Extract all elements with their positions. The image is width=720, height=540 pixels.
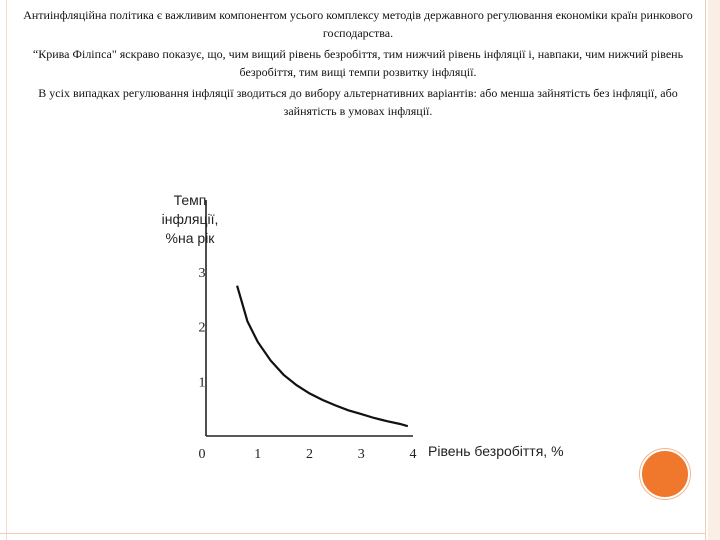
x-axis-title: Рівень безробіття, % bbox=[428, 443, 564, 459]
x-tick-label: 3 bbox=[357, 447, 365, 462]
x-tick-label: 4 bbox=[409, 447, 417, 462]
y-tick-labels bbox=[199, 266, 206, 390]
phillips-curve-line bbox=[237, 286, 408, 427]
y-axis-title-line: %на рік bbox=[165, 230, 215, 246]
y-axis-title-line: Темп bbox=[173, 192, 207, 208]
paragraph-3: В усіх випадках регулювання інфляції зводиться до вибору альтернативних варіантів: або менша зайнятість без інфляції, або зайнятість в умовах інфляції. bbox=[38, 86, 678, 118]
paragraph-2: “Крива Філіпса" яскраво показує, що, чим вищий рівень безробіття, тим нижчий рівень інфляції і, навпаки, чим нижчий рівень безробіття, тим вищі темпи розвитку інфляції. bbox=[32, 47, 684, 79]
y-axis-title bbox=[162, 192, 219, 246]
y-tick-label: 3 bbox=[198, 266, 206, 281]
origin-label: 0 bbox=[198, 447, 206, 462]
x-tick-labels bbox=[254, 447, 416, 462]
y-axis-title-line: інфляції, bbox=[161, 211, 219, 227]
y-tick-label: 2 bbox=[198, 320, 206, 336]
x-tick-label: 2 bbox=[306, 447, 313, 462]
paragraph-1: Антиінфляційна політика є важливим компонентом усього комплексу методів державного регулювання економіки країн ринкового господарства. bbox=[23, 8, 693, 40]
x-tick-label: 1 bbox=[254, 447, 262, 462]
decorative-orange-circle bbox=[640, 449, 690, 499]
y-tick-label: 1 bbox=[198, 375, 206, 391]
